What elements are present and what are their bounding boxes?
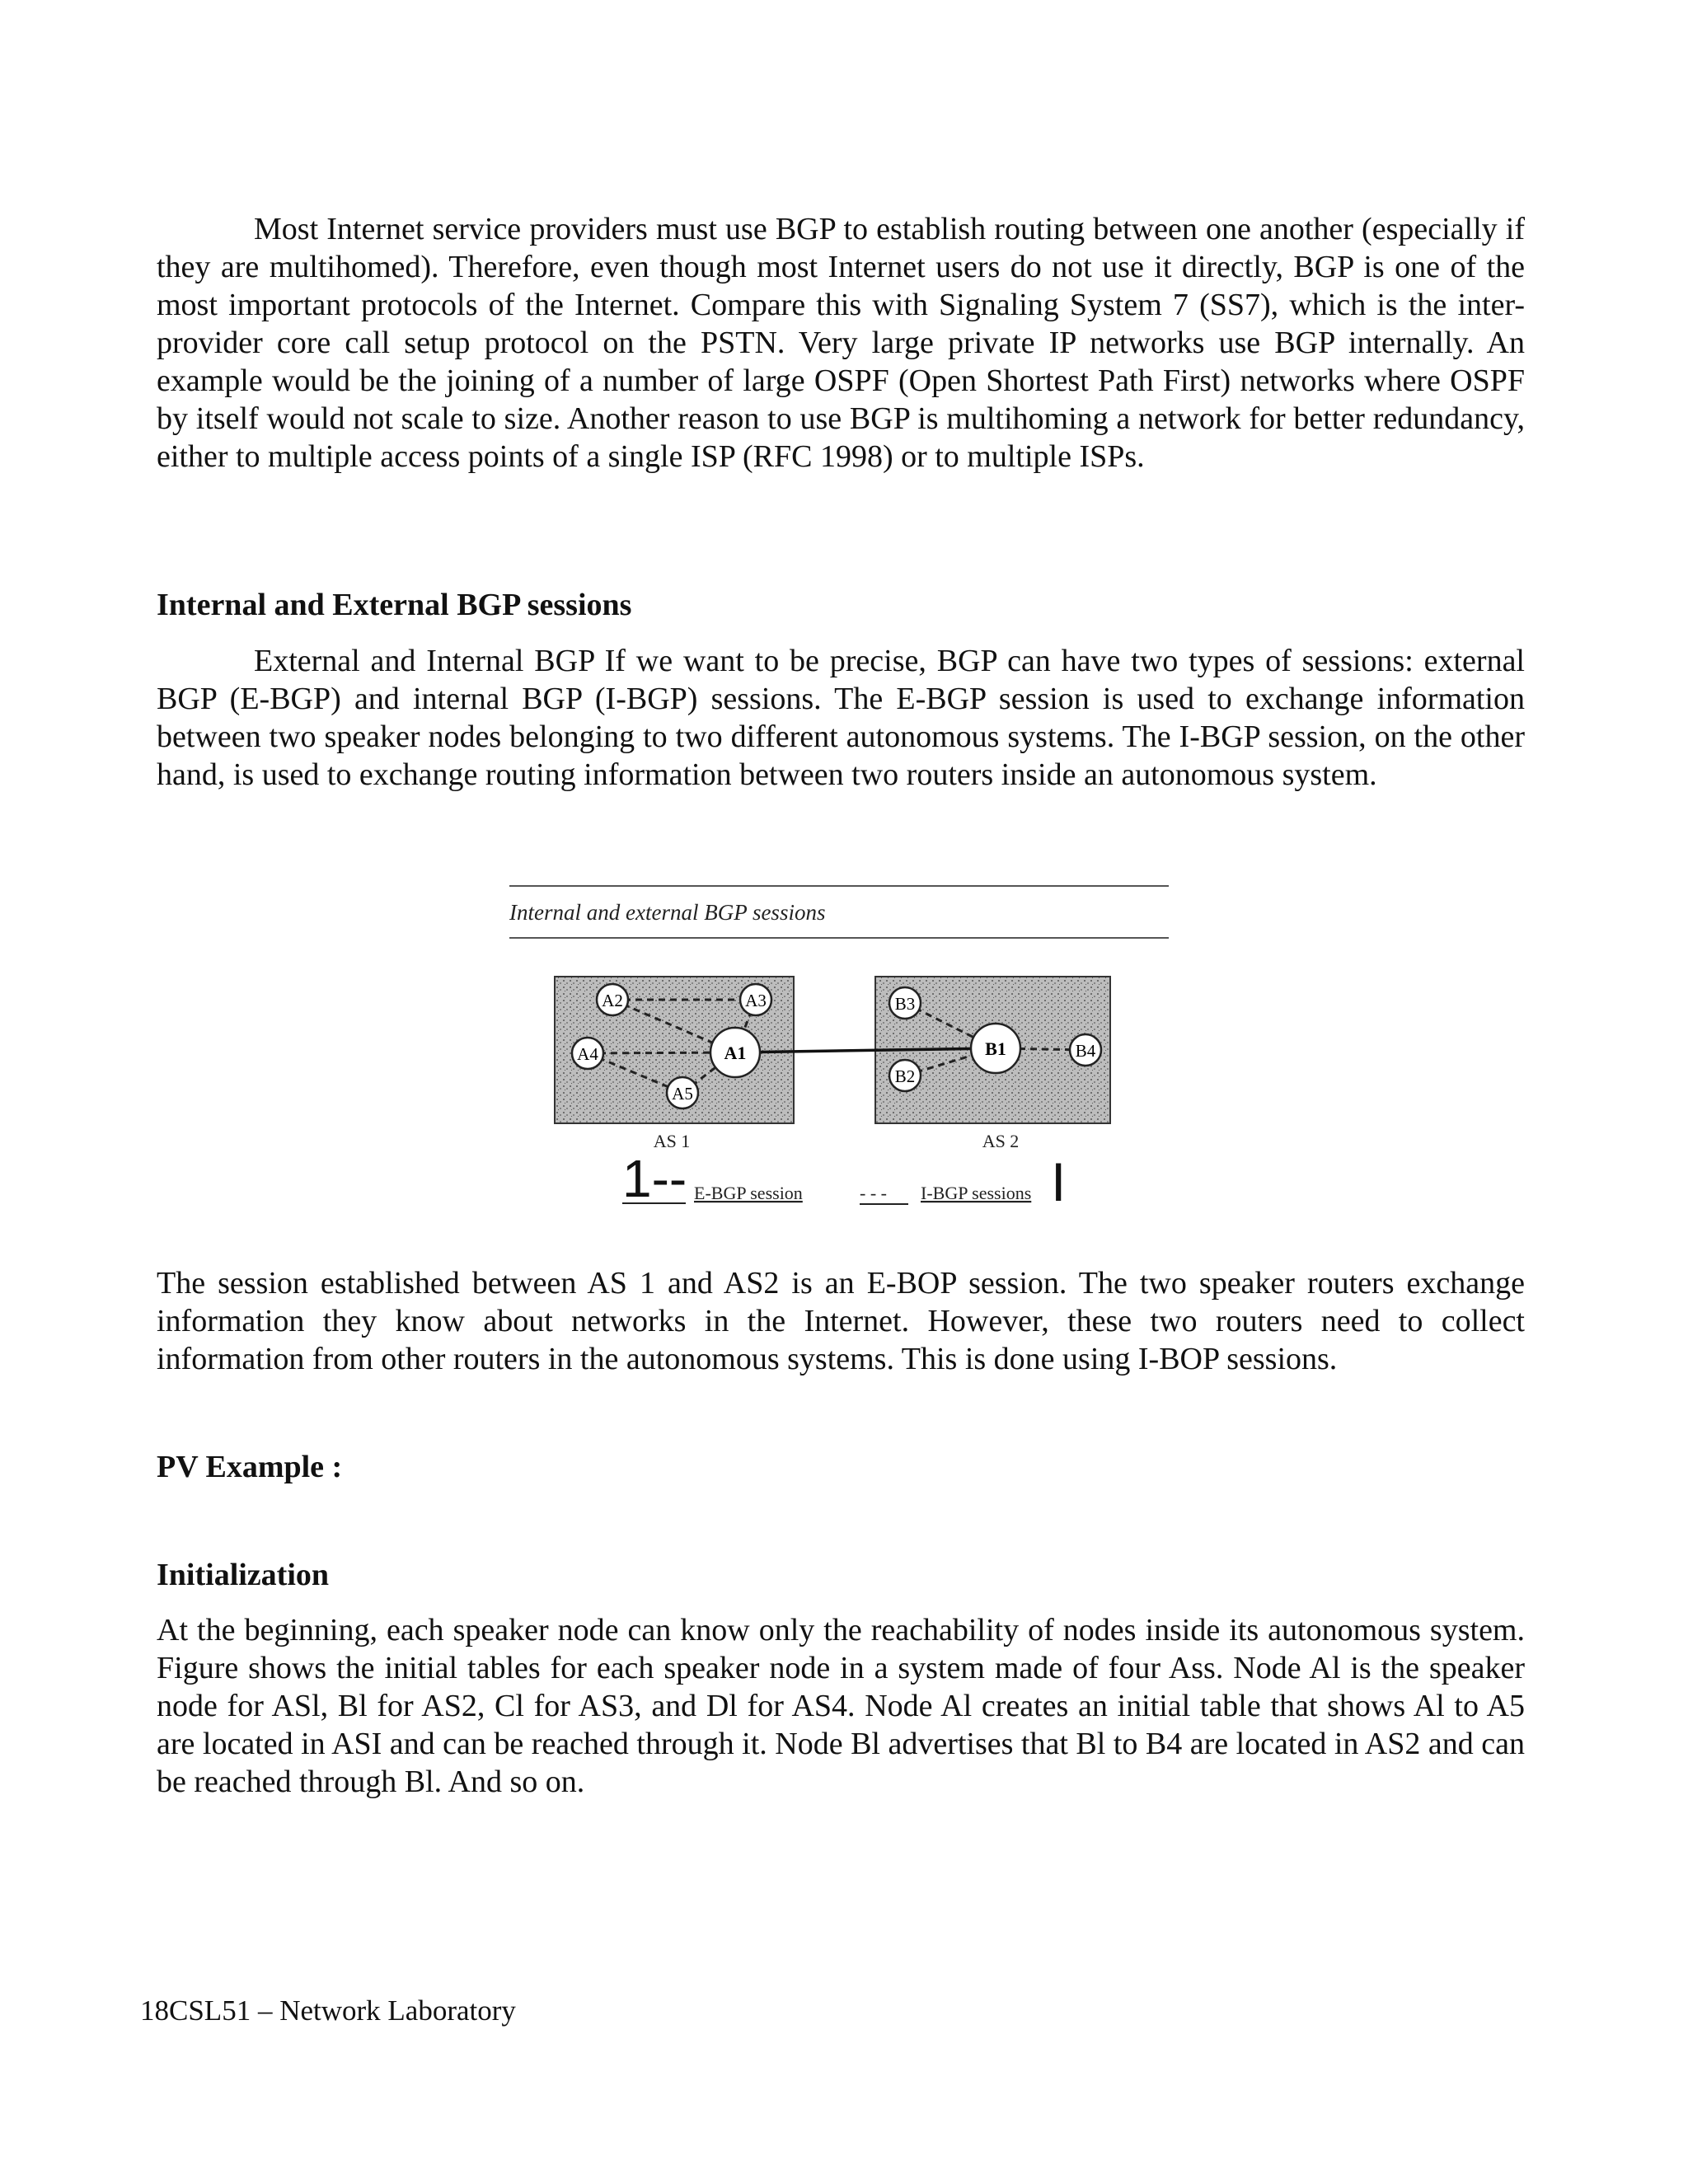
svg-text:A3: A3 [745,991,767,1010]
heading-initialization: Initialization [157,1558,330,1592]
paragraph-session-types: External and Internal BGP If we want to be precise, BGP can have two types of sessions: external BGP (E-BGP) and internal BGP (I-BGP) sessions. The E-BGP session is used to exchange information between two speaker nodes belonging to two different autonomous systems. The I-BGP session, on the other hand, is used to exchange routing information between two routers inside an autonomous system. [157,644,1525,792]
bgp-sessions-figure [503,874,1187,1220]
page-footer: 18CSL51 – Network Laboratory [140,1994,516,2027]
svg-text:B1: B1 [985,1038,1006,1059]
as2-label: AS 2 [982,1131,1020,1151]
svg-text:A1: A1 [724,1043,747,1063]
node-b1 [971,1024,1020,1073]
legend-ebgp-mark: 1-- [622,1149,687,1208]
legend-end-mark: I [1051,1151,1067,1212]
legend-ebgp-label: E-BGP session [694,1183,803,1203]
node-b4 [1070,1034,1101,1066]
legend-ibgp-label: I-BGP sessions [921,1183,1032,1203]
node-a2 [597,984,628,1015]
paragraph-ebgp-session: The session established between AS 1 and AS2 is an E-BOP session. The two speaker routers exchange information they know about networks in the Internet. However, these two routers need to collect information from other routers in the autonomous systems. This is done using I-BOP sessions. [157,1266,1525,1376]
heading-pv-example: PV Example : [157,1450,343,1484]
paragraph-initialization: At the beginning, each speaker node can know only the reachability of nodes inside its autonomous system. Figure shows the initial tables for each speaker node in a system made of four Ass. Node Al is the speaker node for ASl, Bl for AS2, Cl for AS3, and Dl for AS4. Node Al creates an initial table that shows Al to A5 are located in ASI and can be reached through it. Node Bl advertises that Bl to B4 are located in AS2 and can be reached through Bl. And so on. [157,1613,1525,1799]
as1-label: AS 1 [653,1131,691,1151]
figure-title: Internal and external BGP sessions [509,900,826,925]
paragraph-bgp-usage: Most Internet service providers must use BGP to establish routing between one another (especially if they are multihomed). Therefore, even though most Internet users do not use it directly, BGP is one of the most important protocols of the Internet. Compare this with Signaling System 7 (SS7), which is the inter-provider core call setup protocol on the PSTN. Very large private IP networks use BGP internally. An example would be the joining of a number of large OSPF (Open Shortest Path First) networks where OSPF by itself would not scale to size. Another reason to use BGP is multihoming a network for better redundancy, either to multiple access points of a single ISP (RFC 1998) or to multiple ISPs. [157,212,1525,474]
svg-text:B4: B4 [1075,1041,1096,1061]
svg-text:A4: A4 [577,1044,598,1064]
node-b3 [889,987,921,1019]
svg-text:A2: A2 [602,991,623,1010]
node-a3 [740,984,771,1015]
svg-text:A5: A5 [672,1084,693,1104]
node-a5 [667,1077,698,1108]
legend-ibgp-mark: - - - [860,1183,887,1203]
bgp-diagram [503,874,1187,1220]
svg-text:B2: B2 [894,1066,916,1086]
node-b2 [889,1060,921,1091]
node-a4 [572,1038,603,1069]
heading-internal-external-bgp: Internal and External BGP sessions [157,588,632,622]
svg-text:B3: B3 [894,994,916,1014]
node-a1 [710,1028,760,1077]
